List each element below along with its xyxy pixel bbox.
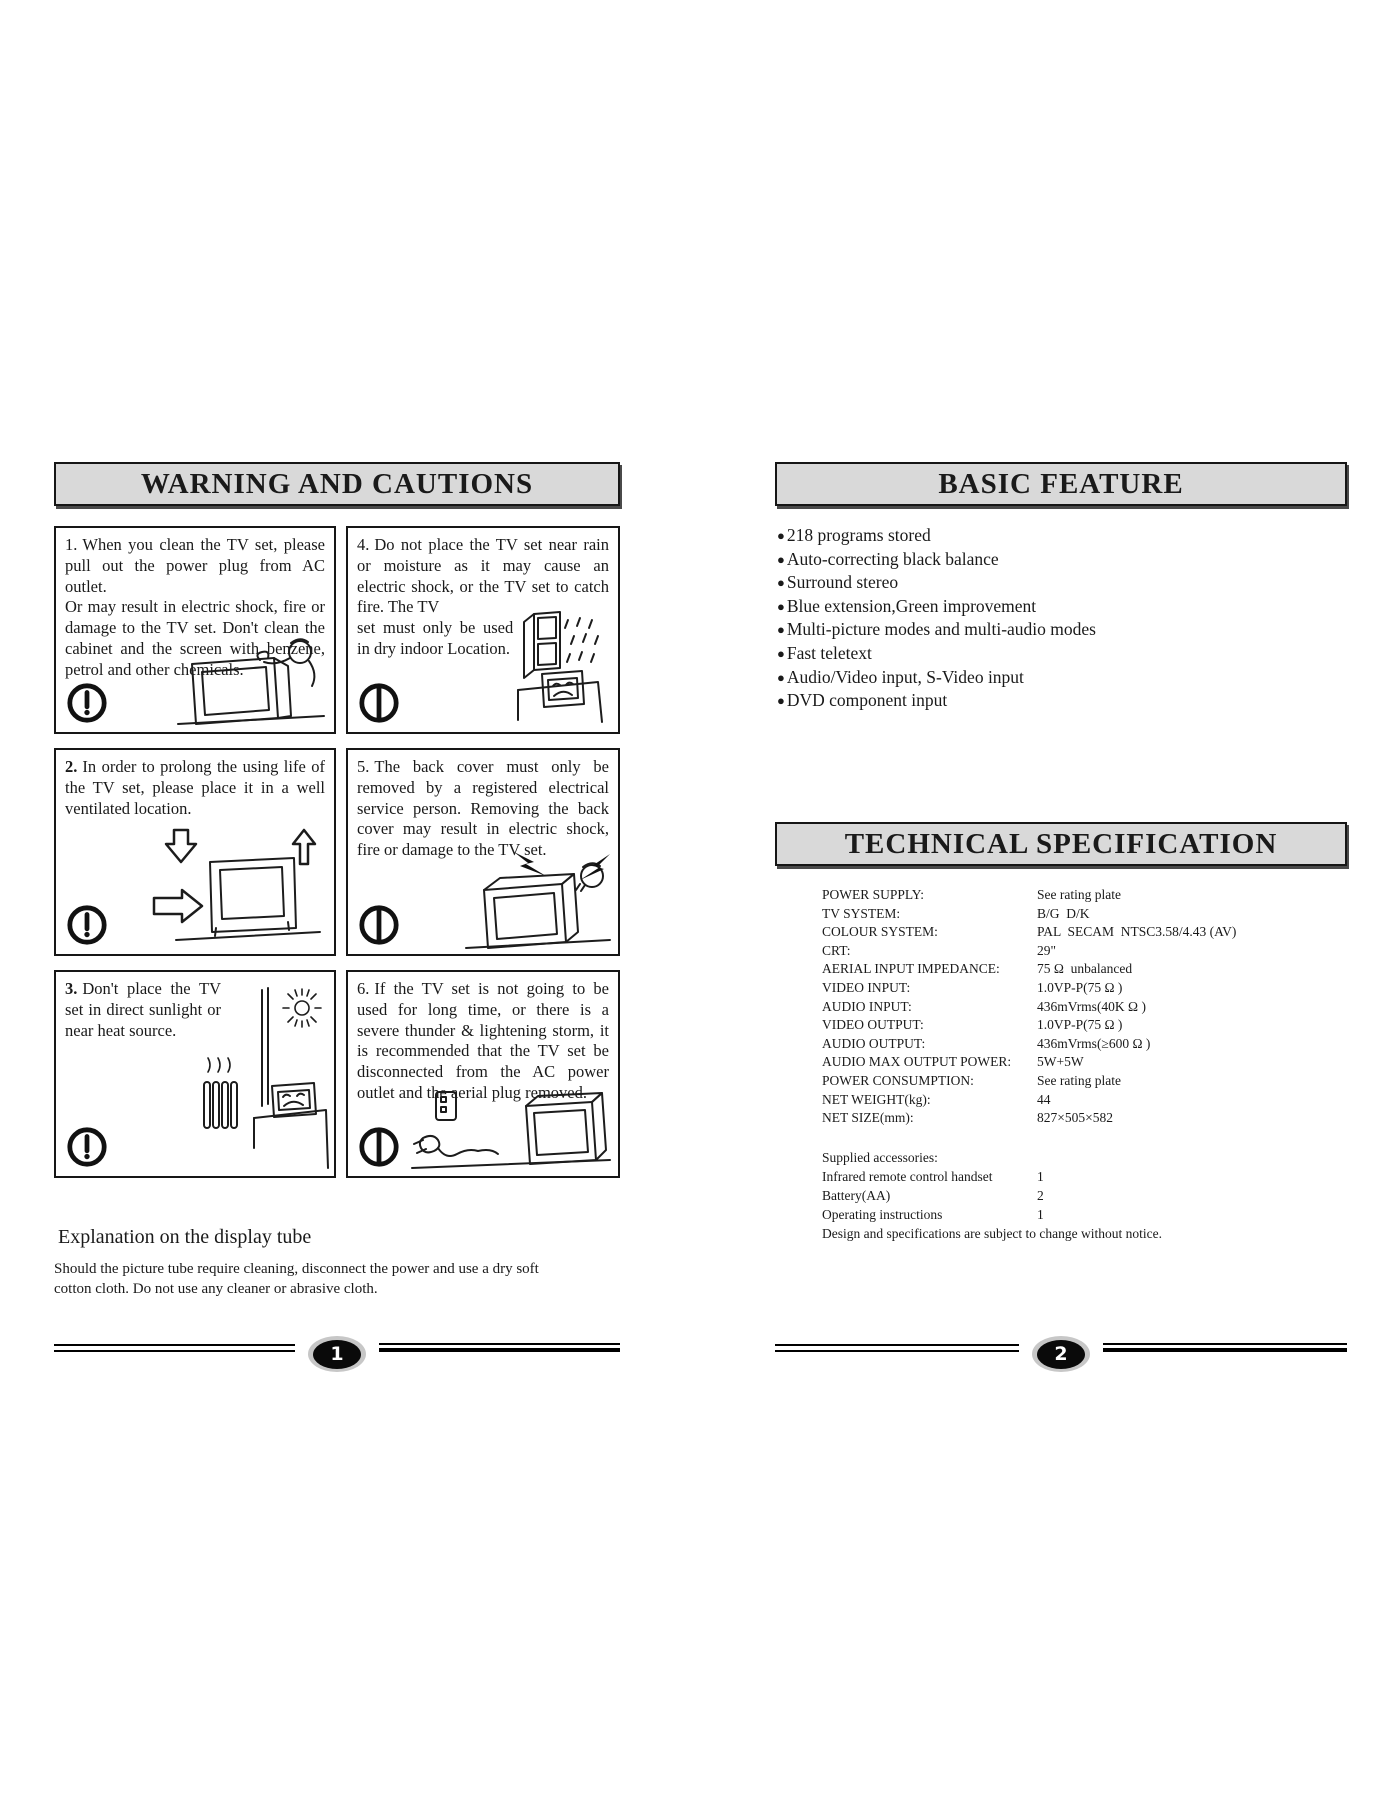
prohibition-icon (358, 1126, 400, 1168)
feature-item: ● Audio/Video input, S-Video input (777, 666, 1024, 687)
illustration-unplugged-tv (408, 1088, 614, 1172)
illustration-heat-source-tv (198, 986, 330, 1172)
accessories-heading: Supplied accessories: (822, 1149, 938, 1165)
feature-item: ● Fast teletext (777, 642, 872, 663)
bullet-icon: ● (777, 645, 785, 661)
bullet-icon: ● (777, 528, 785, 543)
warning-header: WARNING AND CAUTIONS (54, 462, 620, 506)
caution-number: 5. (357, 757, 370, 776)
caution-box-2 (54, 748, 336, 956)
footer-rule-left (54, 1344, 295, 1352)
caution-number: 4. (357, 535, 370, 554)
page-number-badge (1032, 1336, 1090, 1372)
bullet-icon: ● (777, 598, 785, 614)
caution-text: 1. When you clean the TV set, please pull out the power plug from AC outlet. (65, 535, 325, 596)
caution-text: 6. If the TV set is not going to be used for long time, or there is a severe thunder & lightening storm, it is recommended that the TV set be disconnected from the AC power outlet and the aerial plug removed. (357, 979, 609, 1102)
basic-feature-header: BASIC FEATURE (775, 462, 1347, 506)
spec-row: AUDIO INPUT: 436mVrms(40K Ω ) (822, 998, 1146, 1014)
bullet-icon: ● (777, 575, 785, 591)
prohibition-icon (358, 682, 400, 724)
caution-text: 3. Don't place the TV set in direct sunlight or near heat source. (65, 979, 221, 1040)
feature-item: ● 218 programs stored (777, 525, 931, 545)
bullet-icon: ● (777, 551, 785, 567)
accessory-row: Operating instructions 1 (822, 1207, 1044, 1223)
explanation-body: Should the picture tube require cleaning, disconnect the power and use a dry soft cotton cloth. Do not use any cleaner or abrasive cloth. (54, 1261, 539, 1297)
caution-grid (54, 526, 620, 1178)
explanation-heading: Explanation on the display tube (58, 1226, 312, 1248)
spec-row: NET WEIGHT(kg): 44 (822, 1091, 1051, 1107)
accessory-row: Infrared remote control handset 1 (822, 1168, 1044, 1184)
caution-box-5 (346, 748, 620, 956)
accessory-row: Battery(AA) 2 (822, 1188, 1044, 1204)
caution-number: 2. (65, 757, 78, 776)
caution-text: 5. The back cover must only be removed by a registered electrical service person. Removing the back cover may result in electric shock, fire or damage to the TV set. (357, 757, 609, 860)
spec-footnote: Design and specifications are subject to change without notice. (822, 1226, 1163, 1242)
caution-box-6 (346, 970, 620, 1178)
spec-table (822, 886, 1327, 1244)
bullet-icon: ● (777, 622, 785, 638)
spec-row: POWER SUPPLY: See rating plate (822, 887, 1121, 902)
technical-specification-header: TECHNICAL SPECIFICATION (775, 822, 1347, 866)
feature-list (777, 524, 1096, 713)
caution-text: 4. Do not place the TV set near rain or moisture as it may cause an electric shock, or the TV set to catch fire. The TV (357, 535, 609, 617)
page-2 (775, 462, 1347, 1382)
illustration-back-cover-lightning (458, 850, 616, 952)
page-1 (54, 462, 620, 1382)
feature-item: ● Multi-picture modes and multi-audio modes (777, 619, 1096, 640)
caution-text-2: set must only be used in dry indoor Location. (357, 618, 514, 658)
accessories-block (822, 1148, 1327, 1244)
page-number: 2 (1037, 1340, 1085, 1369)
spec-row: VIDEO INPUT: 1.0VP-P(75 Ω ) (822, 979, 1123, 995)
feature-item: ● Auto-correcting black balance (777, 548, 999, 569)
illustration-ventilated-tv (148, 828, 328, 946)
bullet-icon: ● (777, 693, 785, 709)
feature-item: ● Blue extension,Green improvement (777, 595, 1037, 616)
spec-row: POWER CONSUMPTION: See rating plate (822, 1072, 1121, 1088)
footer-rule-right (1103, 1343, 1347, 1352)
footer-rule-left (775, 1344, 1019, 1352)
spec-row: CRT: 29" (822, 942, 1057, 958)
caution-number: 6. (357, 979, 370, 998)
footer-rule-right (379, 1343, 620, 1352)
caution-text-2: Or may result in electric shock, fire or damage to the TV set. Don't clean the cabinet and the screen with benzene, petrol and other chemicals. (65, 597, 325, 679)
spec-row: COLOUR SYSTEM: PAL SECAM NTSC3.58/4.43 (AV) (822, 924, 1237, 940)
caution-box-3 (54, 970, 336, 1178)
exclamation-icon (66, 682, 108, 724)
spec-row: TV SYSTEM: B/G D/K (822, 905, 1090, 921)
spec-row: AERIAL INPUT IMPEDANCE: 75 Ω unbalanced (822, 961, 1133, 977)
feature-item: ● Surround stereo (777, 572, 899, 593)
spec-row: VIDEO OUTPUT: 1.0VP-P(75 Ω ) (822, 1017, 1123, 1033)
caution-box-4 (346, 526, 620, 734)
spec-row: AUDIO OUTPUT: 436mVrms(≥600 Ω ) (822, 1035, 1151, 1051)
prohibition-icon (358, 904, 400, 946)
page-number: 1 (313, 1340, 361, 1369)
spec-row: NET SIZE(mm): 827×505×582 (822, 1110, 1113, 1126)
illustration-rain-tv (500, 610, 612, 726)
spec-row: AUDIO MAX OUTPUT POWER: 5W+5W (822, 1054, 1084, 1070)
exclamation-icon (66, 904, 108, 946)
feature-item: ● DVD component input (777, 690, 948, 711)
caution-number: 1. (65, 535, 78, 554)
caution-number: 3. (65, 979, 78, 998)
page-footer (54, 1336, 620, 1372)
illustration-cleaning-tv (172, 634, 330, 730)
bullet-icon: ● (777, 669, 785, 685)
caution-text: 2. In order to prolong the using life of the TV set, please place it in a well ventilated location. (65, 757, 325, 818)
page-number-badge (308, 1336, 366, 1372)
caution-box-1 (54, 526, 336, 734)
page-footer (775, 1336, 1347, 1372)
exclamation-icon (66, 1126, 108, 1168)
